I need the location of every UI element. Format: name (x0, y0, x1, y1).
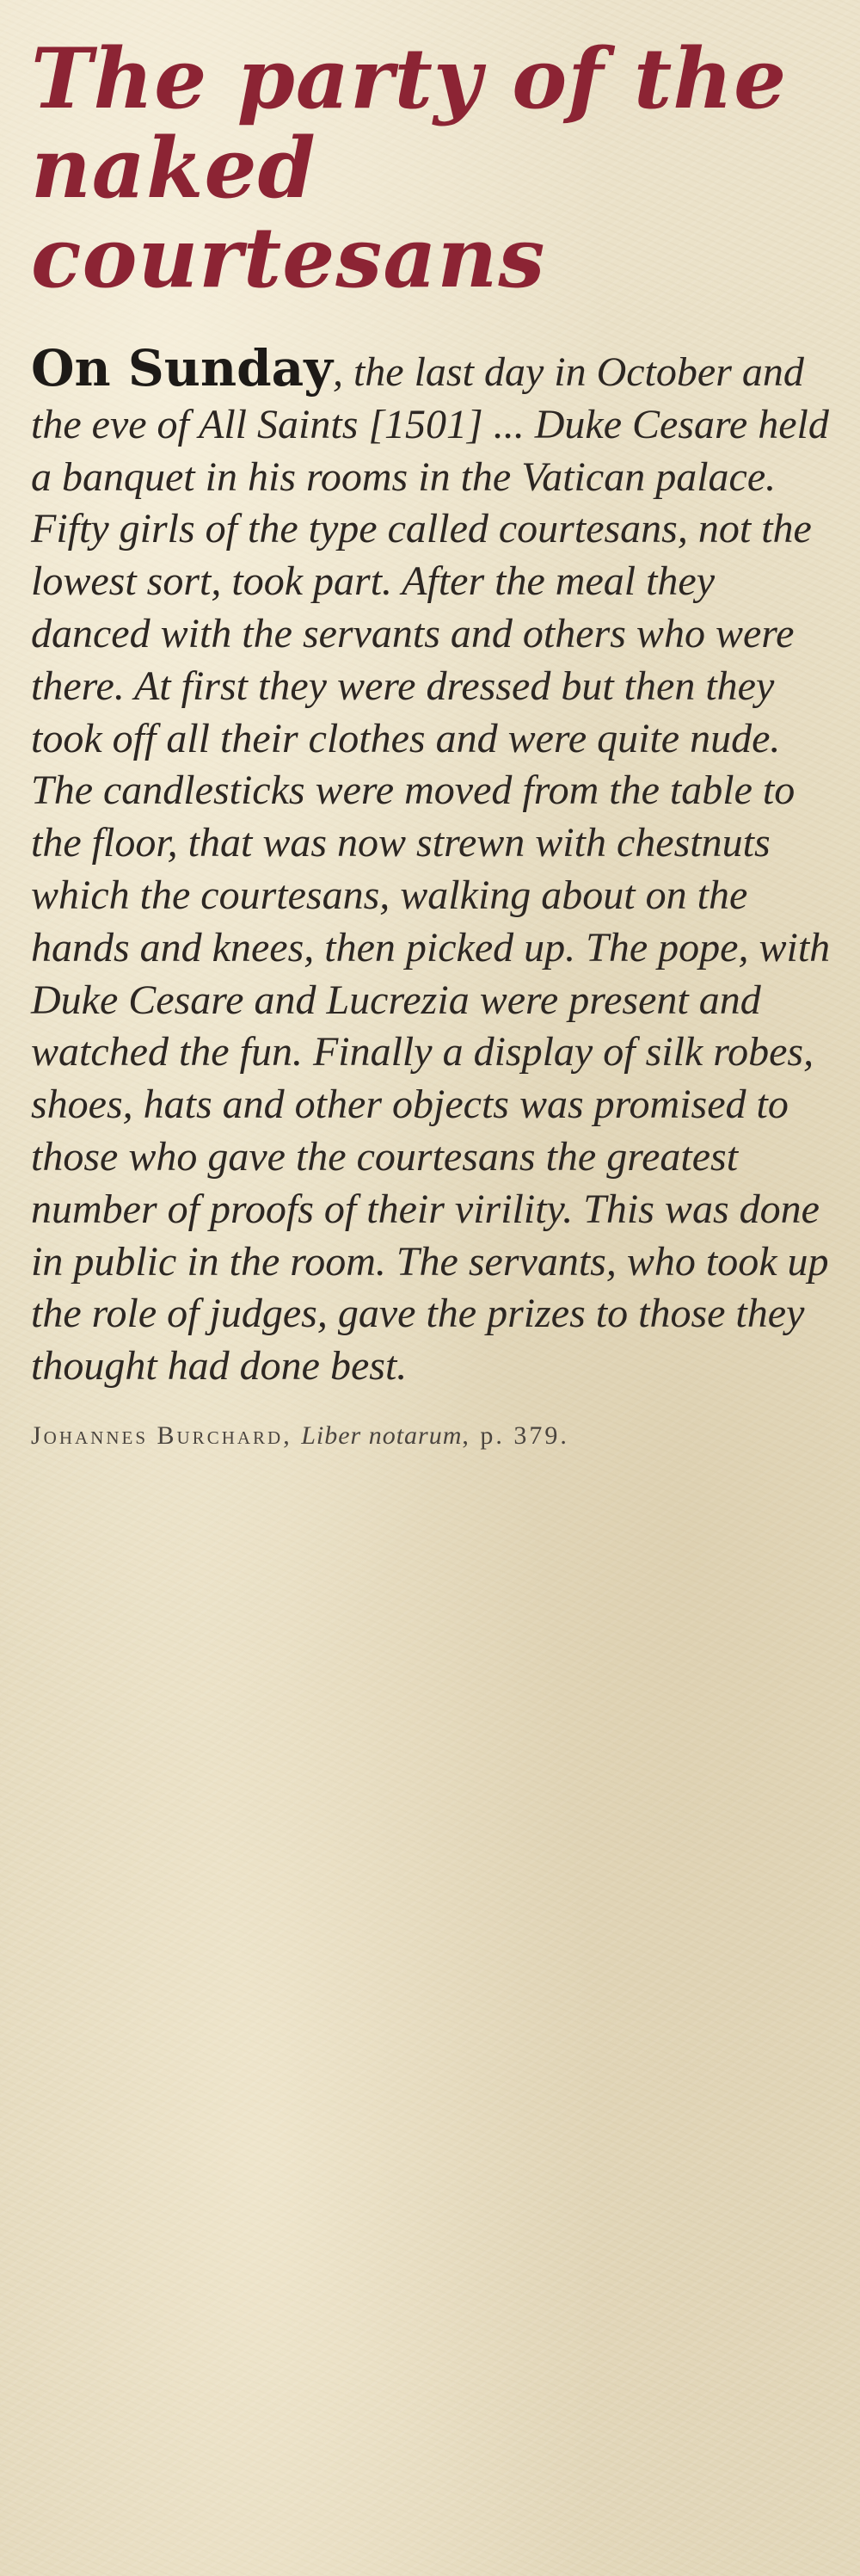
body-paragraph (31, 339, 834, 1393)
source-author: Johannes Burchard (31, 1420, 284, 1450)
body-text: , the last day in October and the eve of All Saints [1501] ... Duke Cesare held a banquet in his rooms in the Vatican palace. Fifty girls of the type called courtesans, not the lowest sort, took part. After the meal they danced with the servants and others who were there. At first they were dressed but then they took off all their clothes and were quite nude. The candlesticks were moved from the table to the floor, that was now strewn with chestnuts which the courtesans, walking about on the hands and knees, then picked up. The pope, with Duke Cesare and Lucrezia were present and watched the fun. Finally a display of silk robes, shoes, hats and other objects was promised to those who gave the courtesans the greatest number of proofs of their virility. This was done in public in the room. The servants, who took up the role of judges, gave the prizes to those they thought had done best. (31, 349, 831, 1390)
source-separator: , (283, 1420, 302, 1450)
source-citation (31, 1419, 834, 1453)
page-title: The party of the naked courtesans (31, 30, 788, 306)
source-page: , p. 379. (462, 1420, 569, 1450)
lead-words: On Sunday (31, 339, 333, 397)
source-work: Liber notarum (301, 1420, 463, 1450)
